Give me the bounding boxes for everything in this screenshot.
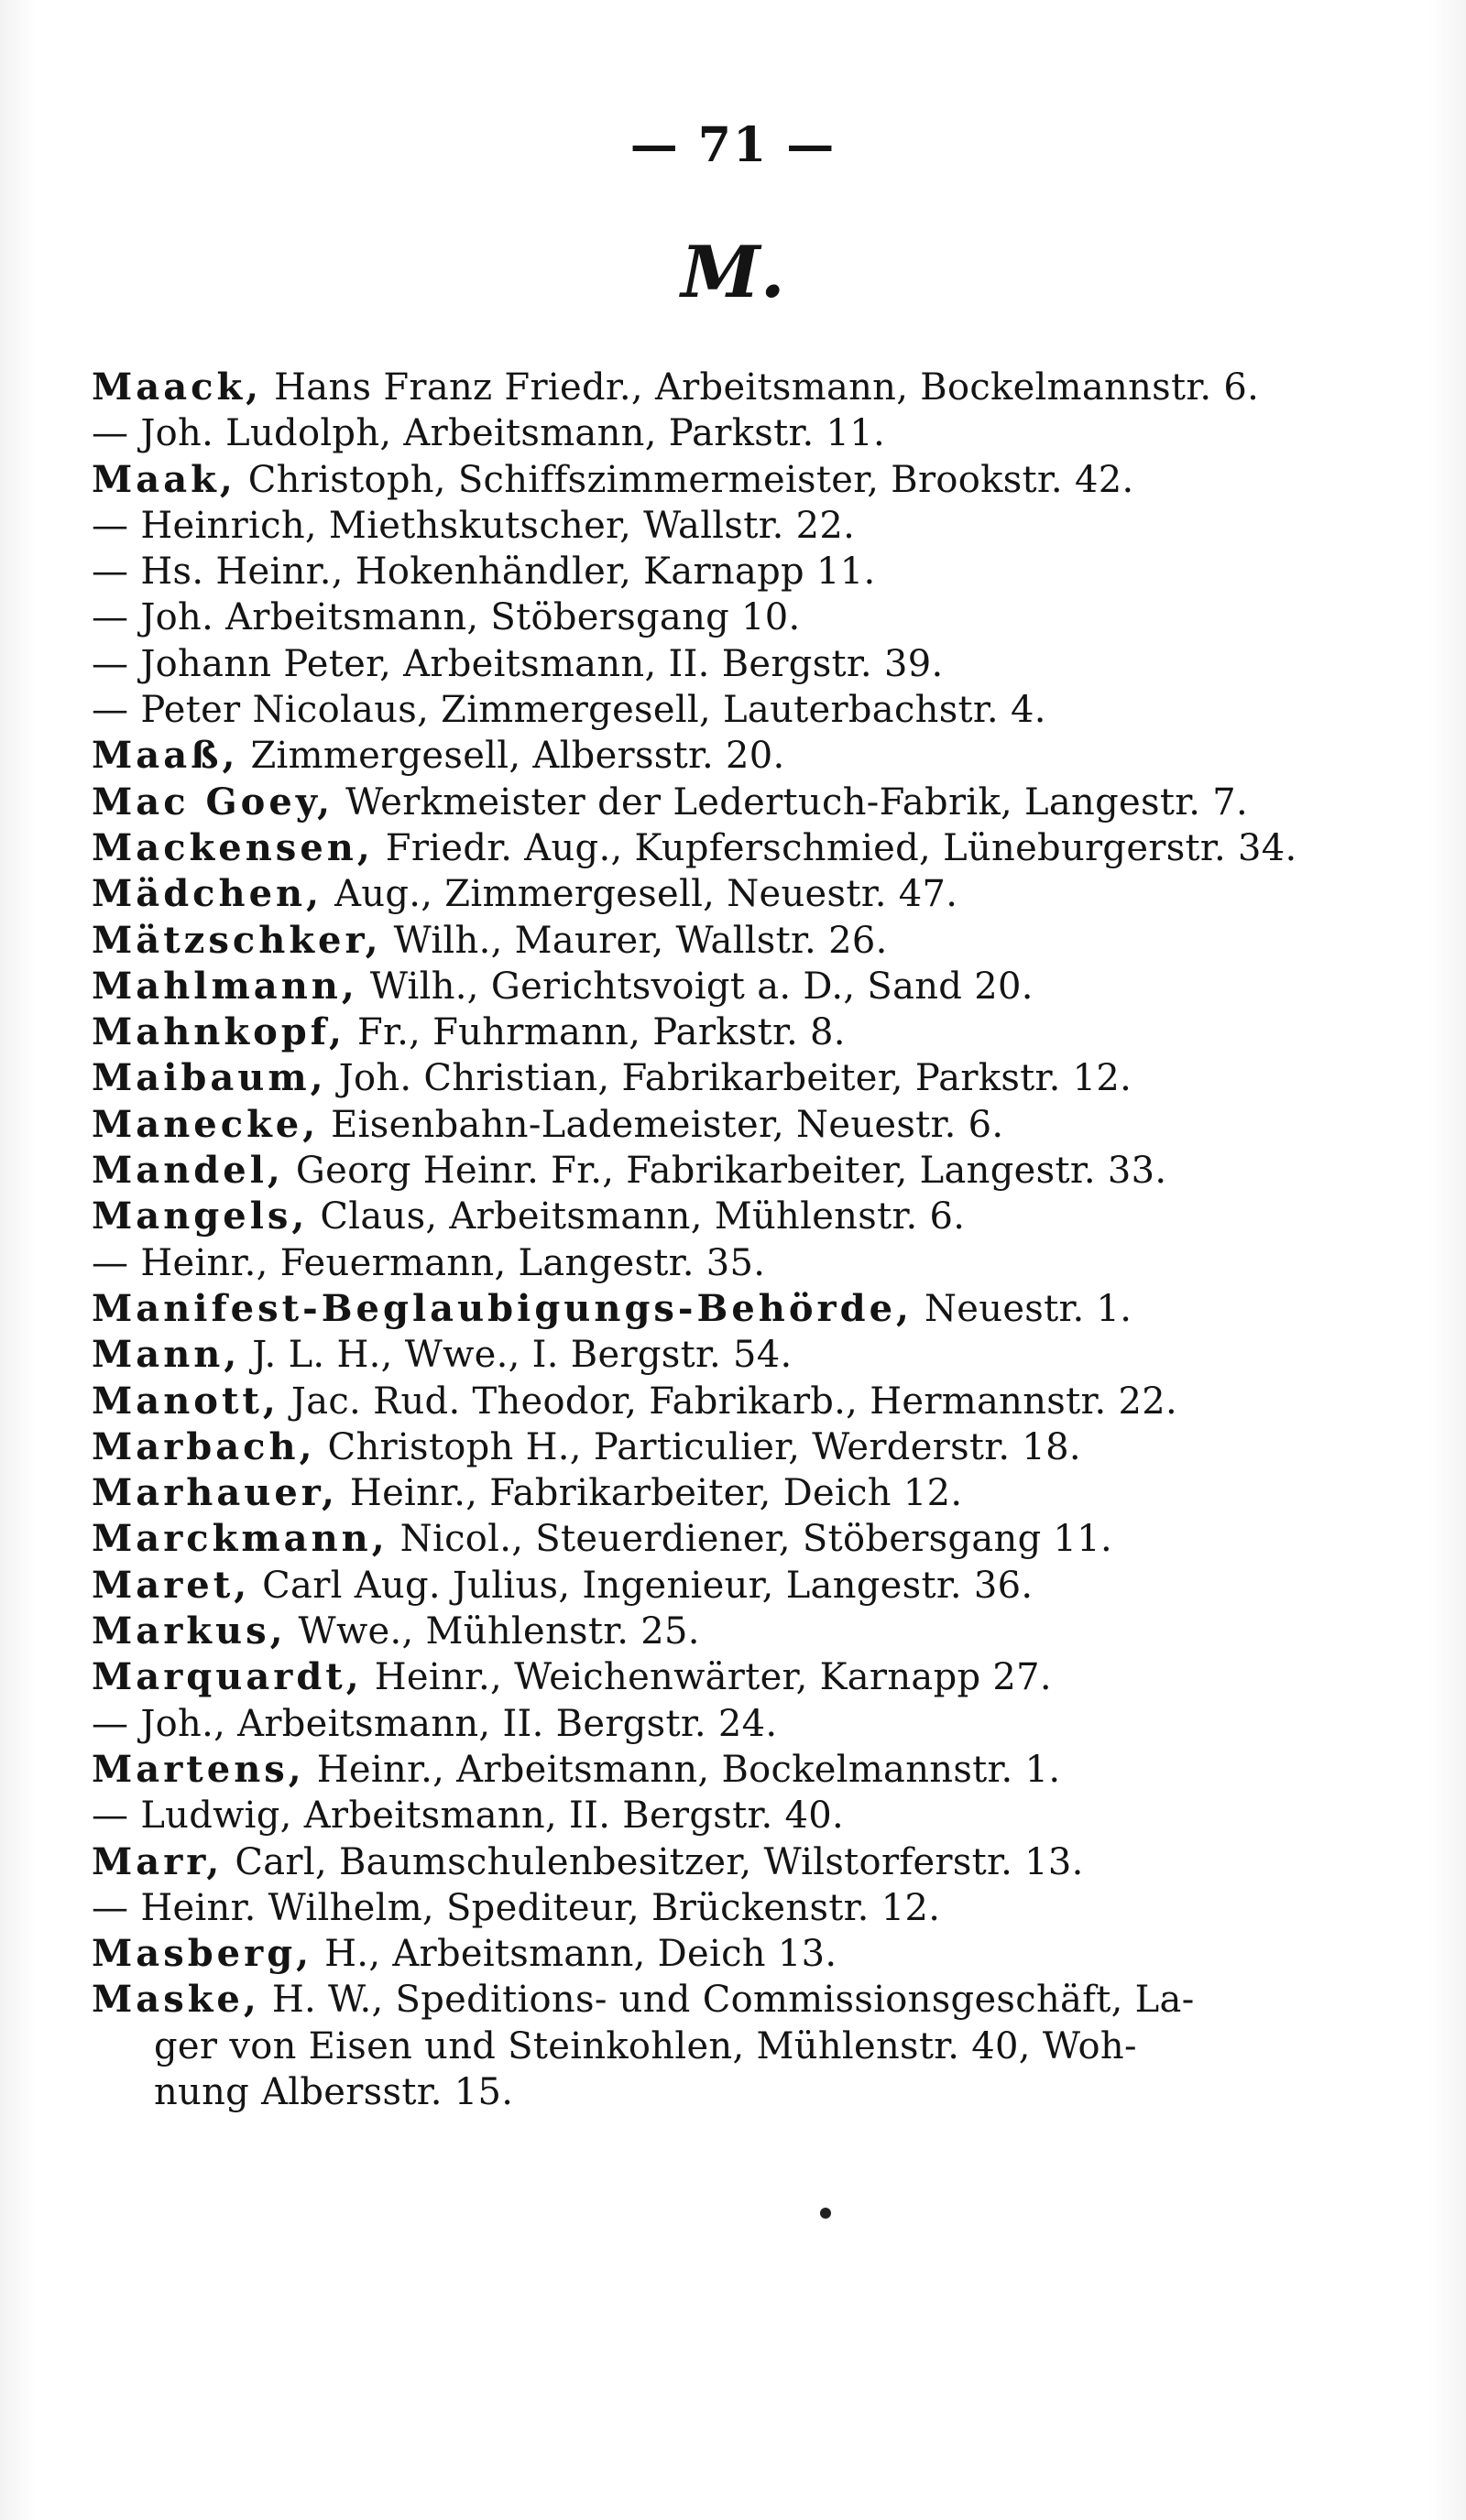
directory-entry <box>92 1055 1374 1101</box>
directory-entry <box>92 1747 1374 1793</box>
entry-surname: Maske, <box>92 1978 260 2022</box>
entry-details: Carl Aug. Julius, Ingenieur, Langestr. 36. <box>250 1564 1034 1607</box>
entry-details: Christoph, Schiffszimmermeister, Brookstr. 42. <box>235 458 1134 501</box>
directory-entry-list <box>92 365 1374 2115</box>
directory-entry <box>92 503 1374 549</box>
entry-details: Wilh., Maurer, Wallstr. 26. <box>381 919 888 962</box>
section-letter: M. <box>681 231 785 314</box>
directory-entry <box>92 918 1374 964</box>
entry-details: Wwe., Mühlenstr. 25. <box>286 1610 700 1653</box>
entry-surname: Mädchen, <box>92 872 323 916</box>
entry-details: Claus, Arbeitsmann, Mühlenstr. 6. <box>308 1195 966 1238</box>
directory-entry <box>92 549 1374 595</box>
directory-entry <box>92 1563 1374 1609</box>
entry-details: Heinr., Arbeitsmann, Bockelmannstr. 1. <box>304 1748 1061 1791</box>
entry-details: nung Albersstr. 15. <box>154 2070 514 2113</box>
entry-details: — Joh., Arbeitsmann, II. Bergstr. 24. <box>92 1702 778 1745</box>
entry-surname: Mahnkopf, <box>92 1010 345 1054</box>
entry-surname: Maibaum, <box>92 1056 327 1100</box>
entry-details: Friedr. Aug., Kupferschmied, Lüneburgerstr. 34. <box>373 826 1297 869</box>
entry-details: Werkmeister der Ledertuch-Fabrik, Langestr. 7. <box>334 780 1249 824</box>
entry-details: Heinr., Fabrikarbeiter, Deich 12. <box>337 1472 963 1515</box>
entry-details: Georg Heinr. Fr., Fabrikarbeiter, Langestr. 33. <box>283 1150 1167 1193</box>
entry-details: Heinr., Weichenwärter, Karnapp 27. <box>362 1656 1052 1699</box>
entry-details: Jac. Rud. Theodor, Fabrikarb., Hermannstr. 22. <box>279 1380 1178 1423</box>
directory-entry <box>92 1701 1374 1747</box>
entry-surname: Maret, <box>92 1563 251 1607</box>
directory-entry <box>92 687 1374 733</box>
entry-details: — Ludwig, Arbeitsmann, II. Bergstr. 40. <box>92 1795 845 1838</box>
entry-details: — Joh. Ludolph, Arbeitsmann, Parkstr. 11. <box>92 412 886 455</box>
directory-entry <box>92 1286 1374 1332</box>
directory-entry <box>92 1470 1374 1516</box>
directory-entry <box>92 1424 1374 1470</box>
entry-surname: Mahlmann, <box>92 964 358 1008</box>
entry-surname: Marr, <box>92 1839 224 1883</box>
entry-details: Carl, Baumschulenbesitzer, Wilstorferstr. 13. <box>223 1840 1084 1883</box>
directory-entry <box>92 1977 1374 2023</box>
entry-details: H., Arbeitsmann, Deich 13. <box>312 1933 837 1976</box>
end-dot-mark <box>820 2208 831 2219</box>
directory-entry <box>92 871 1374 917</box>
page-number: — 71 — <box>629 117 837 173</box>
directory-entry <box>92 1931 1374 1977</box>
entry-details: Neuestr. 1. <box>912 1287 1132 1330</box>
entry-details: — Heinr. Wilhelm, Spediteur, Brückenstr. 12. <box>92 1886 941 1929</box>
directory-entry <box>92 1102 1374 1148</box>
directory-entry <box>92 595 1374 640</box>
entry-surname: Manifest-Beglaubigungs-Behörde, <box>92 1286 913 1330</box>
directory-entry <box>92 825 1374 871</box>
directory-entry <box>92 1654 1374 1700</box>
entry-surname: Maack, <box>92 365 263 409</box>
entry-details: Hans Franz Friedr., Arbeitsmann, Bockelmannstr. 6. <box>262 366 1260 409</box>
entry-surname: Markus, <box>92 1609 287 1653</box>
directory-entry <box>92 1379 1374 1424</box>
entry-surname: Marbach, <box>92 1424 316 1468</box>
entry-details: Joh. Christian, Fabrikarbeiter, Parkstr. 12. <box>326 1057 1132 1100</box>
entry-details: J. L. H., Wwe., I. Bergstr. 54. <box>240 1334 793 1377</box>
directory-entry <box>92 1793 1374 1838</box>
entry-surname: Marckmann, <box>92 1517 388 1561</box>
entry-surname: Masberg, <box>92 1932 313 1976</box>
directory-entry <box>92 365 1374 410</box>
entry-details: Christoph H., Particulier, Werderstr. 18. <box>315 1425 1081 1468</box>
entry-details: Aug., Zimmergesell, Neuestr. 47. <box>323 873 958 916</box>
entry-details: H. W., Speditions- und Commissionsgeschäft, La- <box>259 1979 1195 2022</box>
directory-entry <box>92 1332 1374 1378</box>
entry-surname: Marquardt, <box>92 1655 363 1699</box>
directory-entry <box>92 1839 1374 1885</box>
entry-details: Nicol., Steuerdiener, Stöbersgang 11. <box>388 1518 1112 1561</box>
directory-entry <box>92 1194 1374 1239</box>
directory-entry <box>92 780 1374 825</box>
entry-surname: Manecke, <box>92 1102 320 1146</box>
directory-entry <box>92 964 1374 1009</box>
directory-entry <box>92 1148 1374 1194</box>
entry-surname: Mätzschker, <box>92 918 382 962</box>
directory-entry <box>92 733 1374 779</box>
entry-details: Zimmergesell, Albersstr. 20. <box>238 735 785 778</box>
entry-surname: Maaß, <box>92 734 239 778</box>
directory-entry <box>92 641 1374 687</box>
entry-surname: Mackensen, <box>92 825 374 869</box>
entry-surname: Maak, <box>92 457 236 501</box>
directory-entry-continuation <box>92 2024 1374 2069</box>
entry-surname: Mann, <box>92 1333 241 1377</box>
entry-details: ger von Eisen und Steinkohlen, Mühlenstr. 40, Woh- <box>154 2024 1137 2067</box>
entry-surname: Manott, <box>92 1379 279 1423</box>
entry-details: — Hs. Heinr., Hokenhändler, Karnapp 11. <box>92 551 876 594</box>
directory-entry <box>92 1240 1374 1286</box>
directory-entry <box>92 1009 1374 1055</box>
entry-details: — Heinr., Feuermann, Langestr. 35. <box>92 1241 766 1284</box>
entry-surname: Marhauer, <box>92 1471 338 1515</box>
entry-details: Wilh., Gerichtsvoigt a. D., Sand 20. <box>357 965 1034 1008</box>
entry-surname: Martens, <box>92 1747 305 1791</box>
entry-details: — Peter Nicolaus, Zimmergesell, Lauterbachstr. 4. <box>92 689 1046 732</box>
entry-surname: Mac Goey, <box>92 780 334 824</box>
directory-entry <box>92 1885 1374 1931</box>
directory-entry <box>92 410 1374 456</box>
entry-details: Fr., Fuhrmann, Parkstr. 8. <box>345 1011 846 1054</box>
entry-details: — Joh. Arbeitsmann, Stöbersgang 10. <box>92 596 801 639</box>
directory-entry-continuation <box>92 2069 1374 2115</box>
entry-details: Eisenbahn-Lademeister, Neuestr. 6. <box>319 1103 1004 1146</box>
entry-details: — Heinrich, Miethskutscher, Wallstr. 22. <box>92 504 856 547</box>
directory-entry <box>92 457 1374 503</box>
entry-surname: Mandel, <box>92 1149 284 1193</box>
entry-surname: Mangels, <box>92 1195 309 1238</box>
directory-entry <box>92 1516 1374 1562</box>
entry-details: — Johann Peter, Arbeitsmann, II. Bergstr. 39. <box>92 642 944 685</box>
directory-entry <box>92 1609 1374 1654</box>
